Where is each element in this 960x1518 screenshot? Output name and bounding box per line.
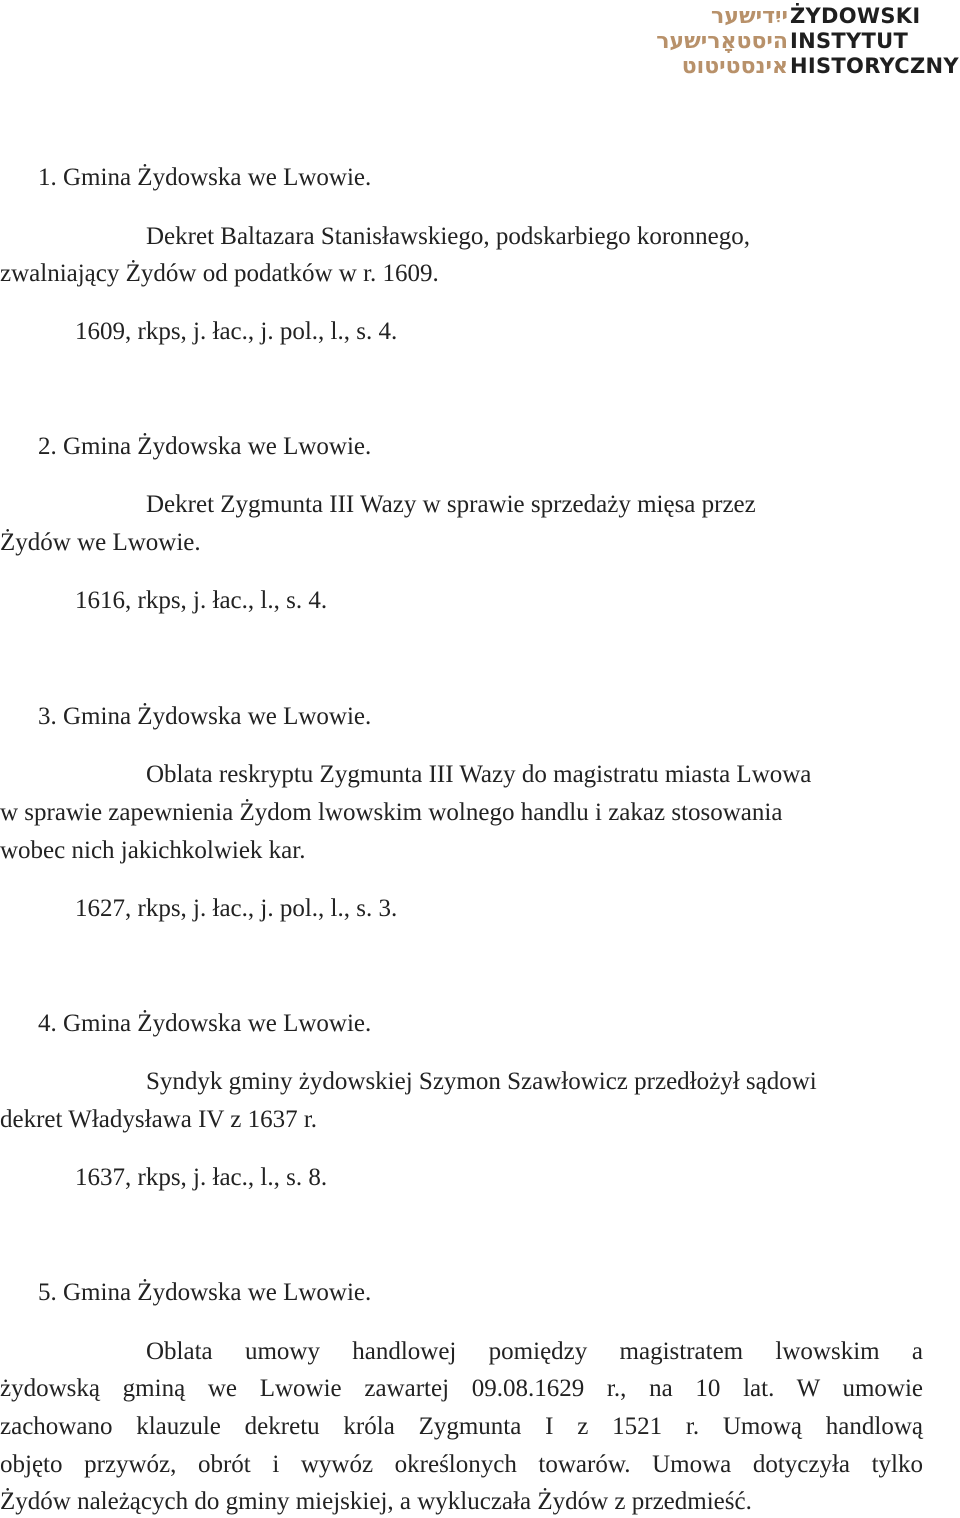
entry-heading: 3. Gmina Żydowska we Lwowie. [38, 703, 372, 730]
institute-logo [618, 4, 958, 84]
logo-latin-text: ŻYDOWSKI INSTYTUT HISTORYCZNY [790, 4, 959, 78]
entry-description-line: Dekret Baltazara Stanisławskiego, podskarbiego koronnego, [146, 223, 750, 250]
entry-description-line: Syndyk gminy żydowskiej Szymon Szawłowicz przedłożył sądowi [146, 1068, 817, 1095]
entry-reference: 1627, rkps, j. łac., j. pol., l., s. 3. [75, 895, 398, 922]
entry-description-line: w sprawie zapewnienia Żydom lwowskim wolnego handlu i zakaz stosowania [0, 799, 783, 826]
entry-description-line: Żydów należących do gminy miejskiej, a wykluczała Żydów z przedmieść. [0, 1488, 752, 1515]
entry-description-line: zachowano klauzule dekretu króla Zygmunta I z 1521 r. Umową handlową [0, 1413, 923, 1440]
entry-description-line: zwalniający Żydów od podatków w r. 1609. [0, 260, 439, 287]
entry-description-line: objęto przywóz, obrót i wywóz określonych towarów. Umowa dotyczyła tylko [0, 1451, 923, 1478]
entry-description-line: wobec nich jakichkolwiek kar. [0, 837, 306, 864]
entry-reference: 1616, rkps, j. łac., l., s. 4. [75, 587, 328, 614]
entry-heading: 5. Gmina Żydowska we Lwowie. [38, 1279, 372, 1306]
entry-description-line: Oblata umowy handlowej pomiędzy magistratem lwowskim a [146, 1338, 923, 1365]
entry-reference: 1637, rkps, j. łac., l., s. 8. [75, 1164, 328, 1191]
entry-description-line: żydowską gminą we Lwowie zawartej 09.08.1629 r., na 10 lat. W umowie [0, 1375, 923, 1402]
entry-heading: 2. Gmina Żydowska we Lwowie. [38, 433, 372, 460]
entry-description-line: Dekret Zygmunta III Wazy w sprawie sprzedaży mięsa przez [146, 491, 756, 518]
entry-description-line: Żydów we Lwowie. [0, 529, 201, 556]
entry-heading: 1. Gmina Żydowska we Lwowie. [38, 164, 372, 191]
entry-reference: 1609, rkps, j. łac., j. pol., l., s. 4. [75, 318, 398, 345]
entry-description-line: dekret Władysława IV z 1637 r. [0, 1106, 318, 1133]
logo-hebrew-text: ייִדישער היסטאָרישער אינסטיטוט [656, 4, 788, 79]
entry-description-line: Oblata reskryptu Zygmunta III Wazy do magistratu miasta Lwowa [146, 761, 812, 788]
entry-heading: 4. Gmina Żydowska we Lwowie. [38, 1010, 372, 1037]
